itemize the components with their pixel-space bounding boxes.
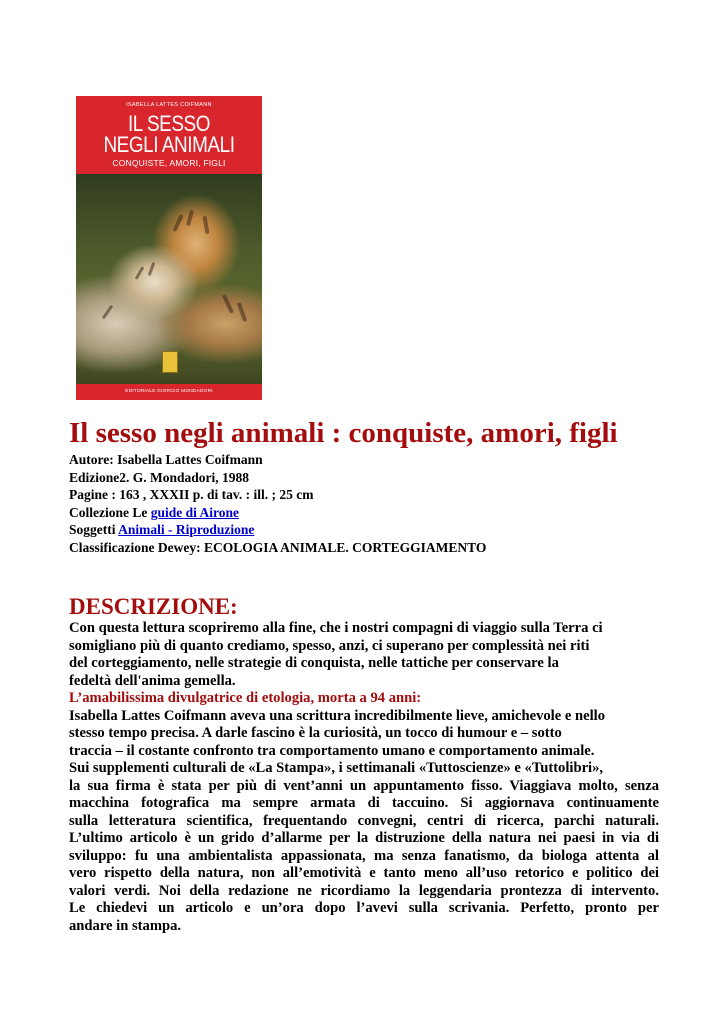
- intro-line: fedeltà dell'anima gemella.: [69, 672, 236, 689]
- cover-publisher: EDITORIALE GIORGIO MONDADORI: [125, 389, 213, 394]
- cover-title-line1: IL SESSO: [127, 111, 211, 136]
- cover-title-line2: NEGLI ANIMALI: [103, 132, 235, 157]
- bio-line: L’ultimo articolo è un grido d’allarme per la distruzione della natura nei paesi in via di: [69, 830, 659, 846]
- book-title: Il sesso negli animali : conquiste, amori, figli: [69, 417, 618, 449]
- cover-author: ISABELLA LATTES COIFMANN: [126, 102, 212, 108]
- author-line: Autore: Isabella Lattes Coifmann: [69, 452, 263, 467]
- intro-line: Con questa lettura scopriremo alla fine, che i nostri compagni di viaggio sulla Terra ci: [69, 620, 603, 636]
- bio-line: stesso tempo precisa. A darle fascino è la curiosità, un tocco di humour e – sotto: [69, 725, 562, 741]
- description-intro: [69, 620, 659, 690]
- bio-line: sviluppo: fu una ambientalista appassionata, ma senza fanatismo, da biologa attenta al: [69, 847, 659, 864]
- edition-line: Edizione2. G. Mondadori, 1988: [69, 469, 250, 485]
- bio-line: andare in stampa.: [69, 917, 182, 934]
- description-heading: DESCRIZIONE:: [69, 594, 238, 619]
- bio-line: Le chiedevi un articolo e un’ora dopo l’avevi sulla scrivania. Perfetto, pronto per: [69, 900, 659, 916]
- collection-link[interactable]: guide di Airone: [150, 504, 240, 520]
- bio-line: la sua firma è stata per più di vent’anni un appuntamento fisso. Viaggiava molto, senza: [69, 777, 659, 794]
- book-cover-image: [76, 96, 262, 400]
- subjects-line: [69, 521, 659, 539]
- bio-line: sulla letteratura scientifica, frequentando convegni, centri di ricerca, parchi naturali.: [69, 812, 659, 829]
- author-bio-subheading: L’amabilissima divulgatrice di etologia, morta a 94 anni:: [69, 690, 422, 706]
- bio-line: valori verdi. Noi della redazione ne ricordiamo la leggendaria prontezza di intervento.: [69, 882, 659, 899]
- pages-line: Pagine : 163 , XXXII p. di tav. : ill. ; 25 cm: [69, 487, 314, 502]
- bio-line: Sui supplementi culturali de «La Stampa», i settimanali «Tuttoscienze» e «Tuttolibri»,: [69, 760, 604, 776]
- dewey-line: Classificazione Dewey: ECOLOGIA ANIMALE. CORTEGGIAMENTO: [69, 539, 487, 555]
- intro-line: somigliano più di quanto crediamo, spesso, anzi, ci superano per complessità nei riti: [69, 637, 590, 654]
- cover-series-badge: [162, 351, 178, 373]
- book-record: [69, 415, 659, 935]
- intro-line: del corteggiamento, nelle strategie di conquista, nelle tattiche per conservare la: [69, 655, 559, 671]
- author-bio: [69, 708, 659, 936]
- collection-label: Collezione Le: [69, 504, 151, 520]
- bio-line: Isabella Lattes Coifmann aveva una scrittura incredibilmente lieve, amichevole e nello: [69, 707, 605, 724]
- cover-subtitle: CONQUISTE, AMORI, FIGLI: [112, 158, 226, 168]
- collection-line: [69, 504, 659, 522]
- subjects-link[interactable]: Animali - Riproduzione: [118, 522, 255, 537]
- bio-line: vero rispetto della natura, non all’emotività e tanto meno all’uso retorico e politico dei: [69, 865, 659, 881]
- bio-line: traccia – il costante confronto tra comportamento umano e comportamento animale.: [69, 742, 595, 759]
- bio-line: macchina fotografica ma sempre armata di taccuino. Si aggiornava continuamente: [69, 795, 659, 811]
- subjects-label: Soggetti: [69, 522, 119, 537]
